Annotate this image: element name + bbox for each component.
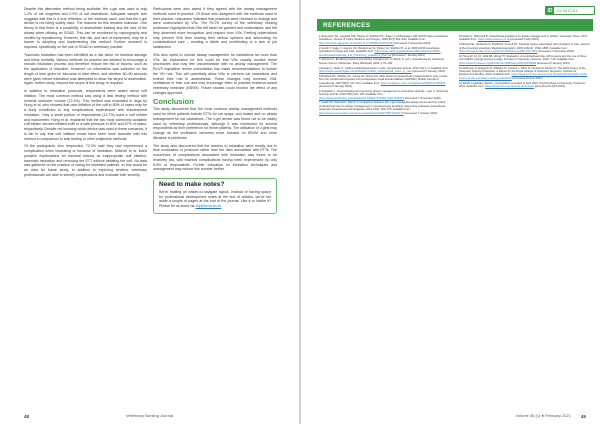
reference-item [459,67,591,81]
email-link[interactable]: vnj@bvna.co.uk [195,204,222,209]
reference-accessed: [Accessed 5 January 2021]. [536,61,571,65]
notes-box-title: Need to make notes? [159,181,225,188]
left-page [0,0,299,424]
references-column-1 [319,35,452,405]
reference-text: 3 Johnson C. Breathing systems and airway management. In: Bertin K, (ed.). Anaesthesia for Veterinary Nurses 2nd ed. Chichester: Wiley-Blackwell; 2009. p.79–109. [319,58,444,65]
reference-item [319,75,452,89]
reference-link[interactable]: https://www.vettimes.co.uk [477,38,510,42]
reference-text: 12 RCVS Legislative Reform. Consultation extended to April 2021. Royal College of Veterinary Surgeons; 2021. Available from: [459,81,586,89]
reference-item [319,67,452,74]
reference-accessed: [Accessed 5 April 2021]. [510,38,540,42]
reference-accessed: [Accessed 5 January 2021]. [412,69,446,73]
paragraph: Despite this alternative method being available, the v-gel was used in only 1.2% of cat surgeries and 0.9% of cat castrations. Adequate sample size suggests that this is a true reflection of the methods used, and that the v-gel device is not being widely used. The reasons for this remains unknown. One theory is that there is a possibility of anaesthetic training and the lack of the airway when utilising an SGAD. This can be monitored by capnography and verified by repositioning. However, this risk, and lack of equipment, may be a barrier to adopting and implementing this method. Further research is required, specifically on the use of SGAD in veterinary practice. [24,7,147,49]
references-list [319,35,452,115]
reference-item [319,101,452,115]
reference-link[interactable]: https://avmajournals.avma.org/doi/10.2460/javma.2000.216.1592 [459,50,538,54]
clinical-tag [545,6,595,15]
reference-accessed: [Accessed 5 January 2021]. [319,85,353,89]
reference-item [319,35,452,45]
references-list [459,35,591,89]
paragraph: Of the participants who responded, 72.2% said they had experienced a complication when intubating or because of intubation. Mitchell et al. listed possible explanations for tracheal trauma as inappropriate cuff inflation, traumatic intubation and removing the ETT without deflating the cuff. No data was gathered on the practice of caring for intubated patients, so this would be an area for future study, in addition to exploring whether veterinary professionals are able to identify complications and evaluate their severity. [24,144,147,177]
notes-box [153,178,277,214]
references-header [317,19,593,31]
reference-text: 4 Rawal G, Yadav S. Cuffed endotracheal tubes in cats. Comparative Animal. 2014;7(2):1–3. Available from: [319,66,449,70]
reference-text: 1 Robertson SA, Gogolski SM, Pascoe P, Shafford HL, Sager J, Griffenhagen GM. AAFP Feline Anesthesia Guidelines. Journal of Feline Medicine and Surgery. 2018;20(7):602–634. Available from: [319,35,448,42]
reference-text: 8 Kaseth K, McDonell B. Anaesthesia guidelines for airway management in rabbits. Veterinary Times. 2017. Available from: [459,35,589,42]
reference-accessed: [Accessed 15 April 2021]. [512,76,544,80]
issue-footer: Volume 36 (1) ● February 2021 [515,413,571,418]
paragraph: VNs also opted to choose airway management for castrations far more than VSs. An explanation for this could be that VNs usually monitor these procedures and may feel uncomfortable with no airway management. The RCVS legislative reform consultation has made recommendations to bolster the VN role. This will potentially allow VNs to perform cat castrations and extend their role in anaesthesia. These changes may increase VNs' confidence in their role and may encourage them to practise evidence-based veterinary medicine (EBVM). Future studies could monitor the effect of any changes approved. [153,52,277,95]
paragraph: Traumatic intubation has been identified as a risk factor for tracheal damage and feline mortality. Various methods for practice are advised to encourage a smooth intubation process and therefore reduce the risk of trauma, such as the application of lidocaine. However, no information was collected on the length of time given for lidocaine to take effect, and whether 60–90 seconds were given before intubation was attempted to allow the larynx to desensitise. Again, further study, beyond the scope of this study, is required. [24,52,147,86]
reference-link[interactable]: https://www.researchgate.net/publication/cuffed_endotracheal_tubes_in_cats [319,69,412,73]
reference-accessed: [Accessed 7 January 2021]. [391,53,426,57]
reference-accessed: [Accessed 7 November 2020]. [538,50,575,54]
clinical-label: CLINICAL [557,8,579,13]
reference-text: 10 Hung W, Ko JC, Weil AB, Weng HY. Evaluation of endotracheal tube cuff pressure and the use of three cuff inflation syringe devices in dogs. Frontiers in Veterinary Science. 2020; 7:39. Available from: [459,54,587,62]
reference-item [459,55,591,65]
reference-link[interactable]: https://journals.sagepub.com/doi/10.1177/1098612X18781391 [319,41,394,45]
reference-accessed: [Accessed 7 November 2020]. [404,96,442,100]
journal-footer: Veterinary Nursing Journal [125,413,174,418]
paragraph: This study discovered that the most common airway management methods used for feline patients include ETTs for cat spays, and masks and no airway management for cat castrations. The v-gel device was found not to be widely used by veterinary professionals, although it was mentioned by several respondents as their preference for feline patients. The utilisation of v-gels may change as the profession becomes more focused on EBVM and more literature is published. [153,107,277,140]
reference-item [319,90,452,100]
reference-item [459,35,591,42]
reference-text: 2 Grubb T, Sager J, Gaynor JS, Montgomery E, Parker JA, Shafford H, et al. 2020 AAHA Anesthesia Guidelines for Dogs and Cats. Available from: [319,46,440,54]
reference-text: 6 Sedgwick L. Understanding and improving airway management in companion animals – part 2. Veterinary Nursing Journal. 2018;33(5):141–145. Available from: [319,89,449,97]
reference-item [459,43,591,53]
conclusion-heading: Conclusion [153,96,194,106]
left-column-1 [24,7,147,400]
reference-link[interactable]: https://www.tandfonline.com/doi/abs/10.1080/17415349.2018.1436346 [319,96,404,100]
reference-text: 5 Brodbelt DC, Pfeiffer DU, Young LE, Wood JLN. Risk factors for anaesthetic-related death in cats: results from the confidential enquiries into perioperative small animal fatalities (CEPSAF). British Journal of Anaesthesia. 2007;99(5): 617–623. Available from: [319,74,448,85]
reference-link[interactable]: https://www.rcvs.org.uk/news-and-views/publications/the-2019-survey-of-the-veterinary-nursing-profession/ [459,73,588,80]
references-heading: REFERENCES [323,21,371,29]
references-column-2 [459,35,591,405]
reference-text: 9 Mitchell SL, McCarthy R, Rudloff E, Pernell RT. Tracheal rupture associated with intubation in cats. Journal of the American Veterinary Medical Association. 2000;216(10): 1592–1595. Available from: [459,43,590,50]
reference-item [319,47,452,57]
reference-accessed: [Accessed 16 April 2021]. [534,85,566,89]
page-number: 48 [24,414,30,419]
paragraph: The study also discovered that the barriers to intubation were mostly due to time constraints or protocols rather than the risks associated with ETTs. The occurrence of complications associated with intubation was found to be relatively low, with tracheal complications having been experienced by only 5.6% of respondents. Further education on intubation techniques and management may reduce this number further. [153,143,277,172]
reference-text: 7 Gadd ON, Kiacouli K, Ray R. A comparison between the v-gel supraglottic airway device and the cuffed endotracheal tube for airway management in spontaneously breathing cats during isoflurane anaesthesia. Veterinary Anaesthesia and Analgesia. 2014;41(4): 369–375. Available from: [319,101,446,112]
reference-link[interactable]: https://www.aaha.org/globalassets/02-guidelines/2020-anesthesia/anesthesia_and_monitoring_guidelines_final.pdf [319,50,441,57]
reference-link[interactable]: https://academic.oup.com/bja/article/99/5/617/336646 [380,81,446,85]
reference-link[interactable]: https://www.frontiersin.org/articles/10.3389/fvets.2020.00039/full [459,61,537,65]
reference-item [459,82,591,89]
reference-link[interactable]: https://www.sciencedirect.com/science/article/pii/S1467298714000178 [319,111,404,115]
left-column-2 [153,7,277,400]
reference-accessed: [Accessed 7 November 2020]. [394,41,431,45]
paragraph: Participants were also asked if they agreed with the airway management methods used in practice. Of those who disagreed with the methods used in their practice, responses indicated that practices were reluctant to change and were undervalued by VSs. The RCVS survey of the veterinary nursing profession highlighted that VNs felt taken for granted and undervalued, and felt they deserved more recognition and respect from VSs. Feeling undervalued may prevent VNs from sharing their clinical opinions and advocating for contextualised care – creating a divide and contributing to a lack of job satisfaction. [153,7,277,49]
right-page [301,0,600,424]
page-number: 49 [580,414,586,419]
notes-box-body [159,190,271,209]
reference-item [319,58,452,65]
reference-accessed: [Accessed 7 January 2021]. [404,111,438,115]
reference-link[interactable]: https://www.rcvs.org.uk/news-and-views/ [485,85,535,89]
paragraph: In addition to intubation protocols, respondents were asked about cuff inflation. The most common method was using a leak testing method with minimal occlusive volume (72.4%). This method was evaluated in dogs by Hung et al. who showed that over-inflation of the cuff in 80% of cases may be a likely contributor to any complications experienced with endotracheal intubation. Only a small portion of respondents (12.7%) used a cuff inflator and manometer. Hung et al. explained that the two most commonly available cuff inflator devices inflated cuffs to a safe pressure in 50% and 67% of cases, respectively. Despite not knowing which device was used in these scenarios, it is fair to say that cuff inflation would have been more accurate with this method in comparison to leak testing or other subjective methods. [24,89,147,141]
notes-box-text: We're trialling an easier-to-navigate layout. Instead of having space for professional development notes at the end of articles, we've set aside a couple of pages at the end of the journal. Like it or loathe it? Please let us know via [159,189,271,209]
clinical-icon: ID [547,7,553,14]
reference-text: 11 Robinson D, Edwards M, Williams M, Cockett J, Hirsh D, Hudson R, Morton A. The 2019 Survey of the Veterinary Nursing Profession: A Report for the Royal College of Veterinary Surgeons. Institute for Employment Studies; 2019. Available from: [459,66,586,77]
